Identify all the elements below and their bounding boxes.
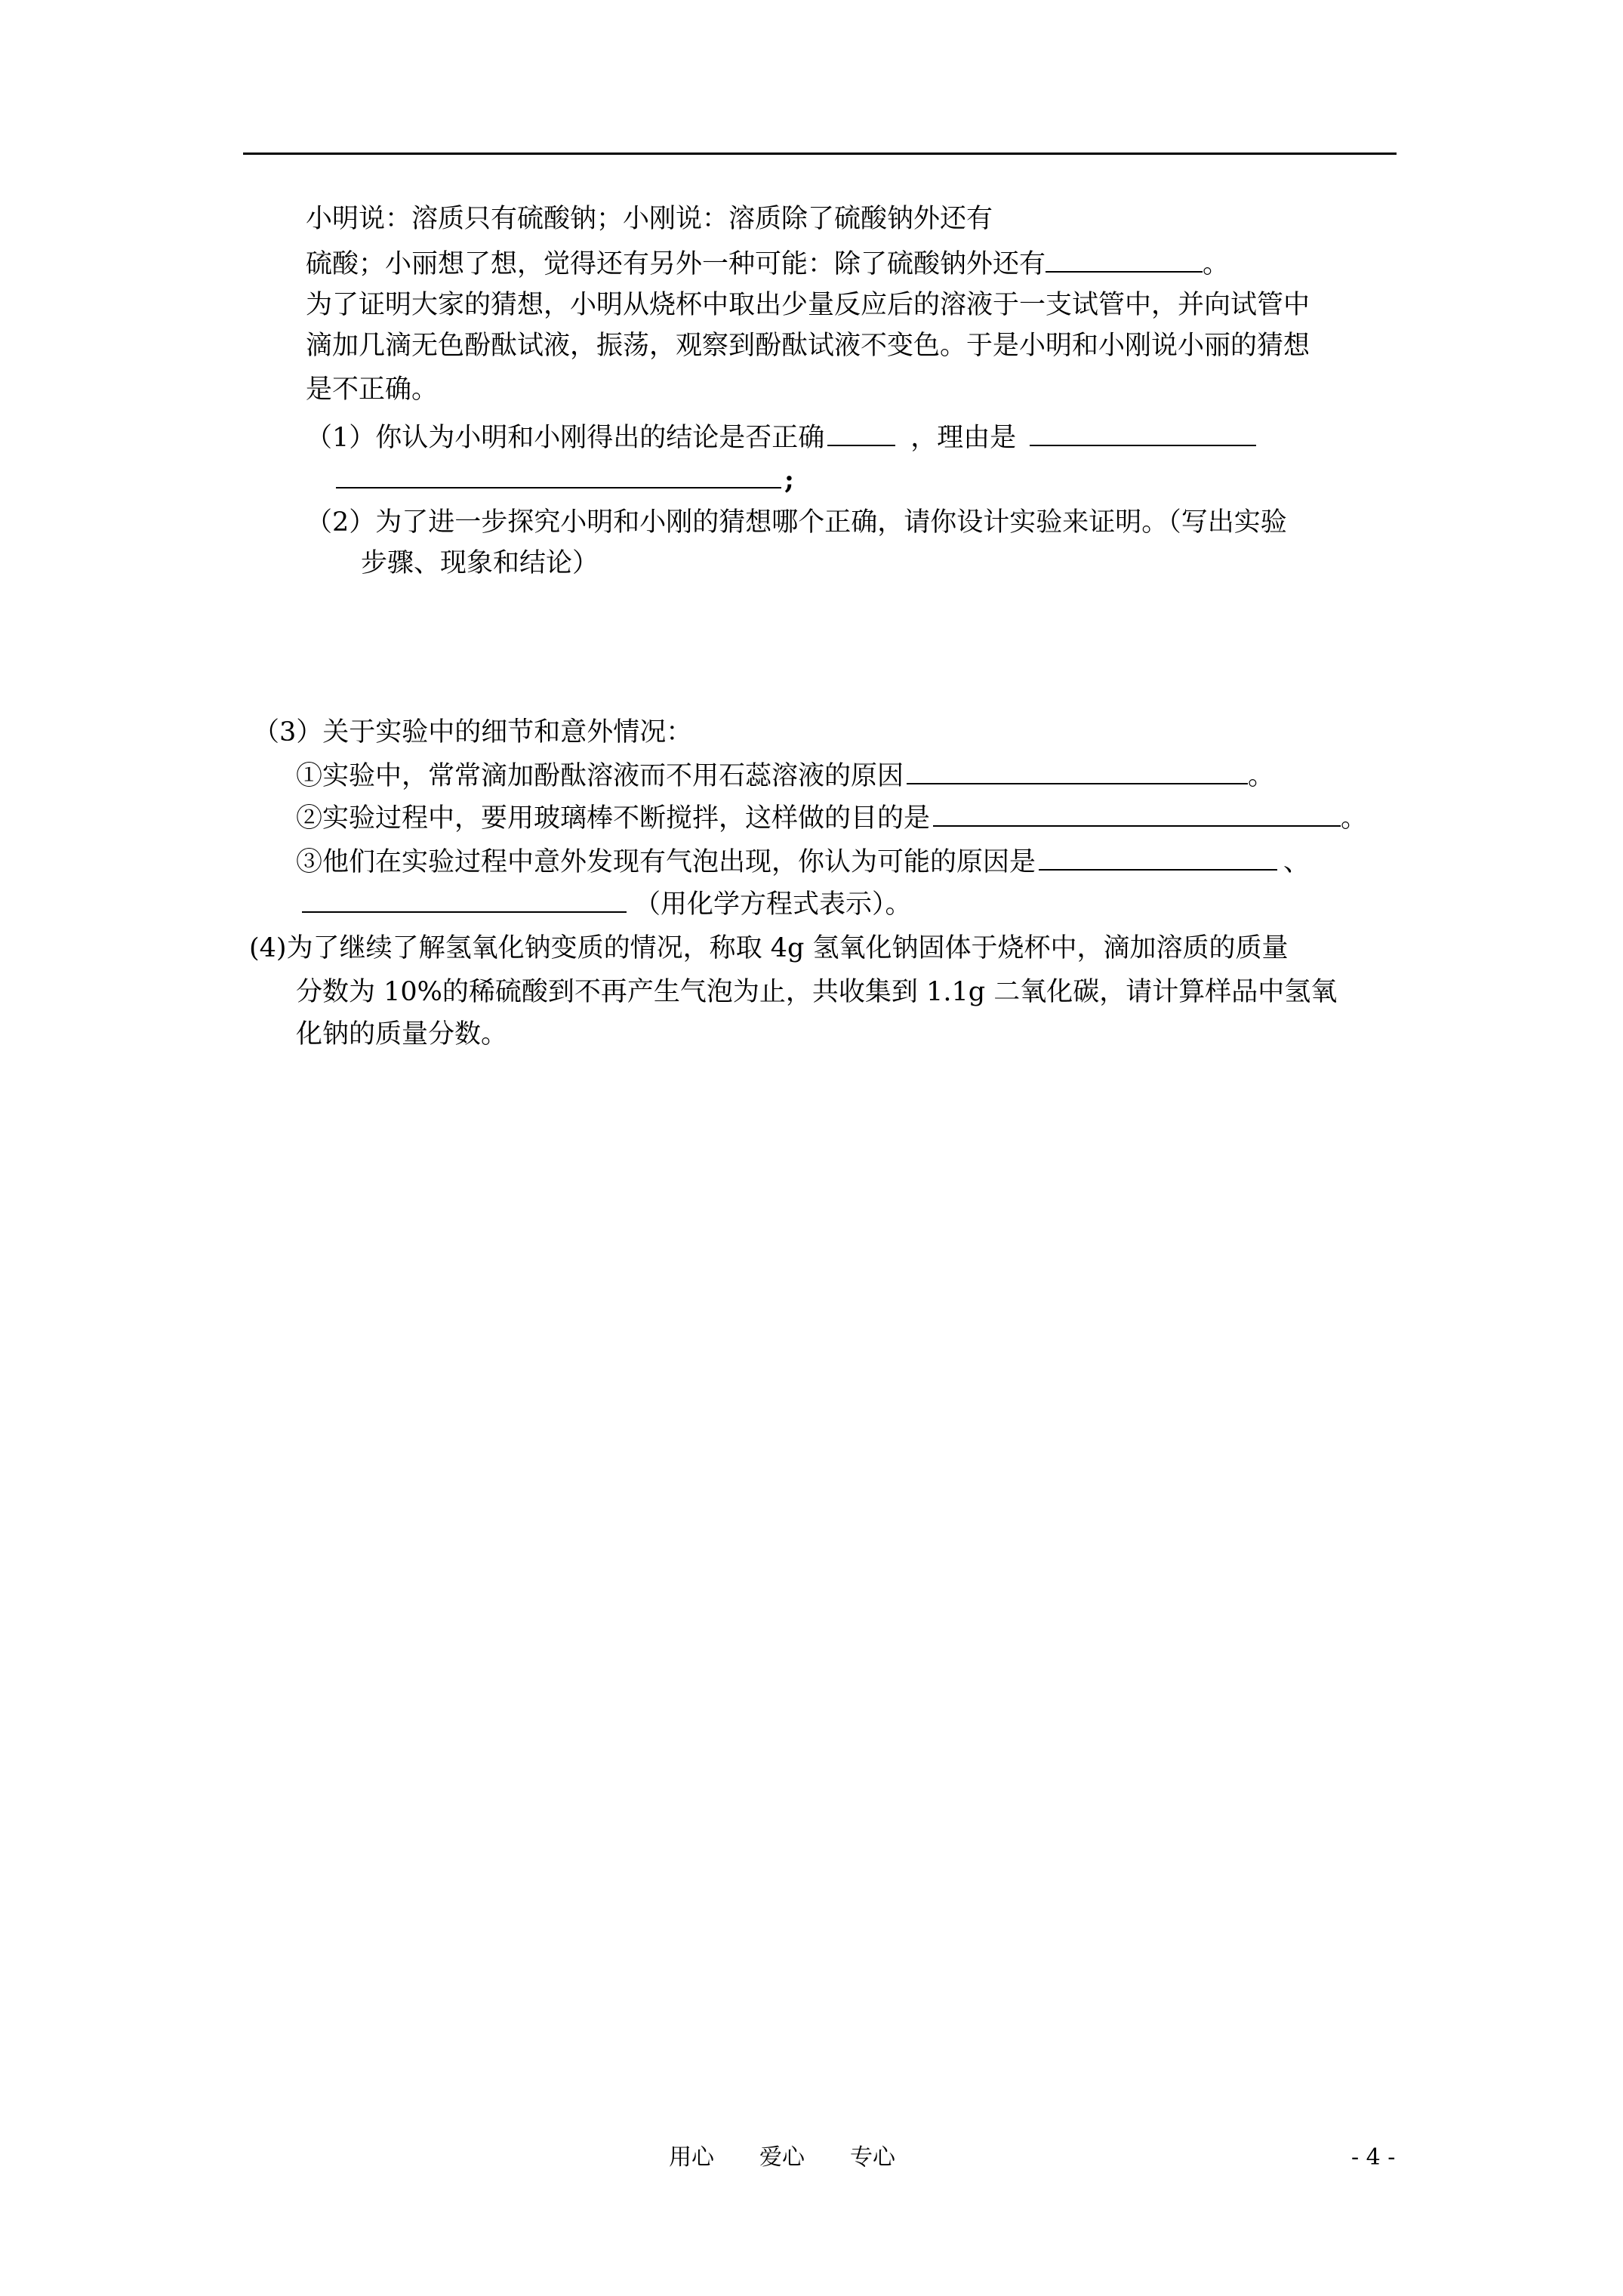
- question-text: ③他们在实验过程中意外发现有气泡出现，你认为可能的原因是: [296, 847, 1036, 877]
- question-4-line-2: [296, 975, 1337, 1009]
- question-text: （2）为了进一步探究小明和小刚的猜想哪个正确，请你设计实验来证明。（写出实验: [306, 507, 1287, 538]
- page-number: [1351, 2143, 1395, 2173]
- question-3-item-4: [302, 888, 912, 921]
- line-text: 是不正确。: [306, 374, 439, 405]
- question-text: 步骤、现象和结论）: [361, 548, 599, 578]
- line-text: 为了证明大家的猜想，小明从烧杯中取出少量反应后的溶液于一支试管中，并向试管中: [306, 290, 1310, 320]
- question-3-item-2: [296, 802, 1367, 835]
- question-text: （1）你认为小明和小刚得出的结论是否正确: [306, 423, 825, 453]
- answer-blank[interactable]: [336, 464, 781, 488]
- question-4-line-3: [296, 1018, 507, 1051]
- answer-blank[interactable]: [827, 422, 895, 446]
- text-line-2: [306, 248, 1229, 281]
- question-2-line-2: [361, 547, 599, 580]
- question-1-line-2: [336, 464, 794, 497]
- text-line-1: [306, 202, 993, 236]
- answer-blank[interactable]: [933, 803, 1341, 827]
- text-line-4: [306, 329, 1310, 362]
- question-text: ②实验过程中，要用玻璃棒不断搅拌，这样做的目的是: [296, 803, 931, 834]
- line-end: 、: [1283, 847, 1310, 877]
- question-3-item-3: [296, 846, 1310, 879]
- question-text: ，理由是: [910, 423, 1017, 453]
- line-end: 。: [1341, 803, 1368, 834]
- question-3-title: [253, 716, 692, 749]
- answer-blank[interactable]: [907, 760, 1248, 784]
- answer-blank[interactable]: [1039, 846, 1277, 871]
- question-1-line-1: [306, 421, 1256, 455]
- page-number-text: - 4 -: [1351, 2144, 1396, 2171]
- question-text: ①实验中，常常滴加酚酞溶液而不用石蕊溶液的原因: [296, 761, 904, 791]
- line-text: 硫酸；小丽想了想，觉得还有另外一种可能：除了硫酸钠外还有: [306, 249, 1046, 279]
- footer-motto: [669, 2143, 895, 2173]
- text-line-5: [306, 373, 438, 406]
- line-text: 滴加几滴无色酚酞试液，振荡，观察到酚酞试液不变色。于是小明和小刚说小丽的猜想: [306, 331, 1310, 361]
- question-text: （3）关于实验中的细节和意外情况：: [253, 717, 693, 747]
- line-text: 小明说：溶质只有硫酸钠；小刚说：溶质除了硫酸钠外还有: [306, 204, 993, 234]
- footer-motto-text: 用心 爱心 专心: [669, 2144, 895, 2171]
- line-end: （用化学方程式表示）。: [634, 889, 912, 920]
- question-2-line-1: [306, 506, 1287, 539]
- answer-blank[interactable]: [1046, 248, 1203, 273]
- answer-blank[interactable]: [302, 889, 627, 913]
- line-end: 。: [1248, 761, 1275, 791]
- line-end: ;: [784, 464, 794, 495]
- question-4-line-1: [249, 932, 1289, 965]
- question-text: (4)为了继续了解氢氧化钠变质的情况，称取 4g 氢氧化钠固体于烧杯中，滴加溶质的质量: [249, 933, 1289, 963]
- question-3-item-1: [296, 760, 1274, 793]
- answer-blank[interactable]: [1030, 422, 1256, 446]
- line-end: 。: [1203, 249, 1230, 279]
- header-rule: [243, 153, 1397, 155]
- question-text: 分数为 10%的稀硫酸到不再产生气泡为止，共收集到 1.1g 二氧化碳，请计算样品中氢氧: [296, 977, 1338, 1007]
- question-text: 化钠的质量分数。: [296, 1019, 508, 1049]
- text-line-3: [306, 288, 1310, 322]
